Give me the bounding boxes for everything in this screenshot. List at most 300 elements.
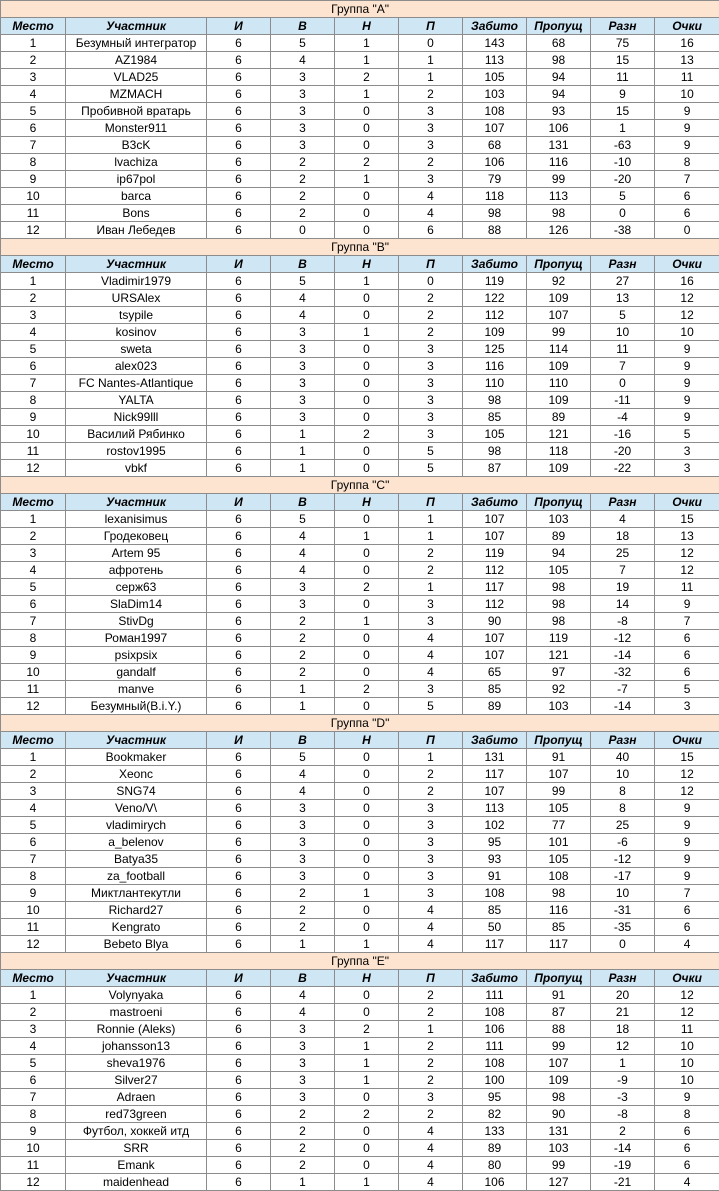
table-row	[1, 205, 719, 222]
table-row	[1, 1106, 719, 1123]
cell-place: 4	[1, 562, 66, 579]
cell-points: 10	[655, 324, 719, 341]
cell-place: 5	[1, 341, 66, 358]
cell-scored: 105	[463, 69, 527, 86]
cell-difference: 18	[591, 1021, 655, 1038]
cell-difference: 15	[591, 52, 655, 69]
cell-losses: 0	[399, 273, 463, 290]
column-header-scored: Забито	[463, 256, 527, 273]
cell-place: 8	[1, 392, 66, 409]
cell-wins: 3	[271, 324, 335, 341]
cell-scored: 85	[463, 681, 527, 698]
cell-losses: 5	[399, 443, 463, 460]
cell-participant: a_belenov	[66, 834, 207, 851]
cell-wins: 3	[271, 1072, 335, 1089]
cell-difference: 27	[591, 273, 655, 290]
cell-conceded: 116	[527, 902, 591, 919]
cell-difference: 1	[591, 120, 655, 137]
cell-participant: sheva1976	[66, 1055, 207, 1072]
cell-losses: 3	[399, 103, 463, 120]
cell-participant: Иван Лебедев	[66, 222, 207, 239]
table-row	[1, 545, 719, 562]
table-row	[1, 35, 719, 52]
cell-conceded: 85	[527, 919, 591, 936]
cell-place: 1	[1, 35, 66, 52]
cell-place: 10	[1, 664, 66, 681]
cell-difference: -4	[591, 409, 655, 426]
cell-scored: 113	[463, 800, 527, 817]
cell-losses: 2	[399, 562, 463, 579]
cell-participant: Безумный интегратор	[66, 35, 207, 52]
cell-difference: 8	[591, 800, 655, 817]
cell-losses: 4	[399, 1123, 463, 1140]
cell-place: 2	[1, 766, 66, 783]
cell-place: 8	[1, 868, 66, 885]
cell-losses: 2	[399, 1072, 463, 1089]
cell-scored: 131	[463, 749, 527, 766]
cell-draws: 0	[335, 698, 399, 715]
cell-participant: ip67pol	[66, 171, 207, 188]
cell-points: 7	[655, 885, 719, 902]
column-header-participant: Участник	[66, 494, 207, 511]
cell-wins: 0	[271, 222, 335, 239]
cell-losses: 3	[399, 868, 463, 885]
table-row	[1, 647, 719, 664]
cell-participant: Kengrato	[66, 919, 207, 936]
cell-losses: 2	[399, 1004, 463, 1021]
cell-games: 6	[207, 766, 271, 783]
cell-games: 6	[207, 103, 271, 120]
cell-games: 6	[207, 919, 271, 936]
column-header-place: Место	[1, 970, 66, 987]
cell-place: 12	[1, 698, 66, 715]
cell-participant: Monster911	[66, 120, 207, 137]
cell-games: 6	[207, 936, 271, 953]
cell-scored: 85	[463, 902, 527, 919]
cell-points: 12	[655, 307, 719, 324]
table-row	[1, 1140, 719, 1157]
cell-conceded: 114	[527, 341, 591, 358]
cell-losses: 4	[399, 1157, 463, 1174]
cell-difference: -7	[591, 681, 655, 698]
cell-draws: 0	[335, 562, 399, 579]
table-row	[1, 341, 719, 358]
cell-games: 6	[207, 817, 271, 834]
cell-draws: 0	[335, 749, 399, 766]
cell-draws: 2	[335, 1106, 399, 1123]
cell-wins: 3	[271, 834, 335, 851]
column-header-scored: Забито	[463, 18, 527, 35]
cell-losses: 4	[399, 647, 463, 664]
cell-games: 6	[207, 1157, 271, 1174]
cell-participant: B3cK	[66, 137, 207, 154]
table-row	[1, 919, 719, 936]
cell-place: 3	[1, 307, 66, 324]
cell-conceded: 99	[527, 1038, 591, 1055]
group-title-row	[1, 477, 719, 494]
table-row	[1, 1174, 719, 1191]
cell-games: 6	[207, 511, 271, 528]
cell-points: 9	[655, 103, 719, 120]
table-row	[1, 1157, 719, 1174]
column-header-wins: В	[271, 256, 335, 273]
cell-place: 11	[1, 443, 66, 460]
cell-place: 9	[1, 1123, 66, 1140]
cell-losses: 3	[399, 392, 463, 409]
cell-games: 6	[207, 35, 271, 52]
cell-scored: 116	[463, 358, 527, 375]
column-header-points: Очки	[655, 494, 719, 511]
cell-difference: -14	[591, 1140, 655, 1157]
column-header-conceded: Пропущ	[527, 256, 591, 273]
cell-wins: 1	[271, 443, 335, 460]
table-row	[1, 409, 719, 426]
cell-points: 9	[655, 358, 719, 375]
cell-participant: серж63	[66, 579, 207, 596]
cell-draws: 1	[335, 1055, 399, 1072]
table-row	[1, 1089, 719, 1106]
cell-difference: -9	[591, 1072, 655, 1089]
cell-draws: 0	[335, 443, 399, 460]
cell-points: 12	[655, 562, 719, 579]
cell-conceded: 98	[527, 205, 591, 222]
column-header-place: Место	[1, 494, 66, 511]
cell-difference: 8	[591, 783, 655, 800]
cell-conceded: 97	[527, 664, 591, 681]
cell-participant: Гродековец	[66, 528, 207, 545]
cell-conceded: 107	[527, 766, 591, 783]
table-row	[1, 885, 719, 902]
cell-participant: alex023	[66, 358, 207, 375]
cell-points: 6	[655, 1157, 719, 1174]
cell-draws: 0	[335, 392, 399, 409]
cell-points: 15	[655, 511, 719, 528]
cell-wins: 1	[271, 681, 335, 698]
table-row	[1, 273, 719, 290]
cell-points: 6	[655, 1123, 719, 1140]
cell-games: 6	[207, 205, 271, 222]
cell-difference: 0	[591, 375, 655, 392]
cell-draws: 0	[335, 1140, 399, 1157]
cell-points: 6	[655, 919, 719, 936]
cell-scored: 111	[463, 1038, 527, 1055]
cell-place: 11	[1, 681, 66, 698]
cell-participant: URSAlex	[66, 290, 207, 307]
cell-conceded: 94	[527, 545, 591, 562]
cell-wins: 2	[271, 1157, 335, 1174]
cell-draws: 0	[335, 1089, 399, 1106]
cell-scored: 119	[463, 273, 527, 290]
cell-losses: 1	[399, 69, 463, 86]
cell-losses: 4	[399, 630, 463, 647]
cell-games: 6	[207, 69, 271, 86]
cell-conceded: 88	[527, 1021, 591, 1038]
cell-games: 6	[207, 749, 271, 766]
cell-games: 6	[207, 426, 271, 443]
cell-place: 7	[1, 851, 66, 868]
cell-draws: 0	[335, 664, 399, 681]
cell-conceded: 68	[527, 35, 591, 52]
cell-scored: 125	[463, 341, 527, 358]
cell-draws: 0	[335, 290, 399, 307]
cell-games: 6	[207, 1140, 271, 1157]
column-header-row	[1, 494, 719, 511]
cell-draws: 0	[335, 137, 399, 154]
cell-scored: 65	[463, 664, 527, 681]
cell-scored: 105	[463, 426, 527, 443]
cell-participant: Volynyaka	[66, 987, 207, 1004]
cell-place: 6	[1, 596, 66, 613]
cell-difference: 12	[591, 1038, 655, 1055]
cell-draws: 0	[335, 919, 399, 936]
cell-conceded: 105	[527, 800, 591, 817]
cell-draws: 0	[335, 766, 399, 783]
column-header-participant: Участник	[66, 732, 207, 749]
cell-conceded: 99	[527, 1157, 591, 1174]
cell-draws: 1	[335, 1072, 399, 1089]
cell-conceded: 116	[527, 154, 591, 171]
cell-wins: 4	[271, 307, 335, 324]
table-row	[1, 630, 719, 647]
cell-games: 6	[207, 120, 271, 137]
cell-place: 6	[1, 834, 66, 851]
cell-participant: Роман1997	[66, 630, 207, 647]
table-row	[1, 902, 719, 919]
cell-conceded: 89	[527, 528, 591, 545]
table-row	[1, 596, 719, 613]
column-header-participant: Участник	[66, 18, 207, 35]
cell-losses: 3	[399, 800, 463, 817]
cell-draws: 0	[335, 460, 399, 477]
cell-games: 6	[207, 137, 271, 154]
cell-participant: Ronnie (Aleks)	[66, 1021, 207, 1038]
column-header-losses: П	[399, 494, 463, 511]
cell-draws: 0	[335, 834, 399, 851]
cell-participant: maidenhead	[66, 1174, 207, 1191]
cell-points: 5	[655, 681, 719, 698]
table-row	[1, 698, 719, 715]
group-title: Группа "C"	[1, 477, 719, 494]
cell-difference: 2	[591, 1123, 655, 1140]
cell-scored: 95	[463, 1089, 527, 1106]
cell-participant: lvachiza	[66, 154, 207, 171]
cell-losses: 2	[399, 783, 463, 800]
cell-participant: lexanisimus	[66, 511, 207, 528]
cell-scored: 109	[463, 324, 527, 341]
cell-scored: 119	[463, 545, 527, 562]
cell-scored: 102	[463, 817, 527, 834]
cell-place: 1	[1, 273, 66, 290]
cell-scored: 89	[463, 1140, 527, 1157]
cell-draws: 0	[335, 205, 399, 222]
cell-points: 11	[655, 1021, 719, 1038]
table-row	[1, 375, 719, 392]
cell-points: 8	[655, 154, 719, 171]
cell-points: 10	[655, 1038, 719, 1055]
cell-conceded: 89	[527, 409, 591, 426]
cell-draws: 0	[335, 375, 399, 392]
cell-points: 10	[655, 86, 719, 103]
cell-losses: 4	[399, 919, 463, 936]
cell-scored: 110	[463, 375, 527, 392]
cell-scored: 80	[463, 1157, 527, 1174]
table-row	[1, 324, 719, 341]
column-header-place: Место	[1, 256, 66, 273]
cell-points: 9	[655, 375, 719, 392]
group-title-row	[1, 715, 719, 732]
cell-draws: 0	[335, 307, 399, 324]
cell-points: 8	[655, 1106, 719, 1123]
cell-games: 6	[207, 800, 271, 817]
cell-wins: 4	[271, 766, 335, 783]
cell-participant: Nick99lll	[66, 409, 207, 426]
cell-games: 6	[207, 1106, 271, 1123]
cell-losses: 2	[399, 324, 463, 341]
cell-place: 11	[1, 1157, 66, 1174]
cell-points: 12	[655, 766, 719, 783]
cell-difference: 75	[591, 35, 655, 52]
group-title-row	[1, 239, 719, 256]
cell-draws: 1	[335, 35, 399, 52]
cell-games: 6	[207, 834, 271, 851]
cell-losses: 2	[399, 290, 463, 307]
column-header-difference: Разн	[591, 732, 655, 749]
cell-draws: 0	[335, 511, 399, 528]
cell-wins: 5	[271, 273, 335, 290]
cell-conceded: 93	[527, 103, 591, 120]
column-header-row	[1, 256, 719, 273]
cell-losses: 1	[399, 511, 463, 528]
table-row	[1, 800, 719, 817]
cell-points: 7	[655, 171, 719, 188]
table-row	[1, 103, 719, 120]
cell-draws: 0	[335, 341, 399, 358]
cell-points: 5	[655, 426, 719, 443]
cell-participant: vladimirych	[66, 817, 207, 834]
cell-losses: 3	[399, 375, 463, 392]
cell-participant: MZMACH	[66, 86, 207, 103]
cell-place: 12	[1, 460, 66, 477]
cell-wins: 3	[271, 120, 335, 137]
cell-wins: 2	[271, 171, 335, 188]
cell-scored: 107	[463, 528, 527, 545]
table-row	[1, 1072, 719, 1089]
cell-draws: 1	[335, 52, 399, 69]
cell-draws: 2	[335, 426, 399, 443]
cell-difference: -19	[591, 1157, 655, 1174]
cell-losses: 2	[399, 1106, 463, 1123]
cell-conceded: 98	[527, 1089, 591, 1106]
cell-losses: 5	[399, 460, 463, 477]
cell-wins: 2	[271, 664, 335, 681]
cell-participant: Bookmaker	[66, 749, 207, 766]
cell-difference: 14	[591, 596, 655, 613]
cell-wins: 5	[271, 749, 335, 766]
cell-scored: 112	[463, 307, 527, 324]
cell-games: 6	[207, 528, 271, 545]
table-row	[1, 188, 719, 205]
cell-difference: 18	[591, 528, 655, 545]
cell-conceded: 92	[527, 681, 591, 698]
column-header-conceded: Пропущ	[527, 18, 591, 35]
cell-draws: 0	[335, 783, 399, 800]
cell-points: 4	[655, 1174, 719, 1191]
cell-difference: -6	[591, 834, 655, 851]
cell-points: 6	[655, 205, 719, 222]
cell-games: 6	[207, 1021, 271, 1038]
cell-conceded: 106	[527, 120, 591, 137]
group-title-row	[1, 1, 719, 18]
column-header-losses: П	[399, 732, 463, 749]
cell-participant: kosinov	[66, 324, 207, 341]
cell-scored: 107	[463, 647, 527, 664]
group-title: Группа "D"	[1, 715, 719, 732]
cell-difference: 0	[591, 205, 655, 222]
cell-conceded: 105	[527, 851, 591, 868]
table-row	[1, 1004, 719, 1021]
cell-place: 5	[1, 103, 66, 120]
cell-draws: 2	[335, 681, 399, 698]
cell-losses: 2	[399, 154, 463, 171]
cell-games: 6	[207, 290, 271, 307]
cell-place: 9	[1, 885, 66, 902]
cell-games: 6	[207, 341, 271, 358]
table-row	[1, 834, 719, 851]
cell-conceded: 98	[527, 885, 591, 902]
cell-wins: 3	[271, 800, 335, 817]
cell-games: 6	[207, 1004, 271, 1021]
cell-games: 6	[207, 647, 271, 664]
cell-points: 0	[655, 222, 719, 239]
cell-place: 3	[1, 783, 66, 800]
cell-games: 6	[207, 1174, 271, 1191]
cell-difference: 15	[591, 103, 655, 120]
table-row	[1, 817, 719, 834]
group-title: Группа "E"	[1, 953, 719, 970]
cell-draws: 0	[335, 647, 399, 664]
column-header-draws: Н	[335, 494, 399, 511]
cell-place: 2	[1, 290, 66, 307]
cell-points: 9	[655, 120, 719, 137]
cell-games: 6	[207, 375, 271, 392]
cell-losses: 1	[399, 52, 463, 69]
cell-conceded: 94	[527, 86, 591, 103]
cell-wins: 3	[271, 137, 335, 154]
cell-draws: 0	[335, 358, 399, 375]
cell-difference: 10	[591, 324, 655, 341]
cell-scored: 118	[463, 188, 527, 205]
cell-draws: 2	[335, 154, 399, 171]
table-row	[1, 120, 719, 137]
cell-points: 9	[655, 1089, 719, 1106]
cell-participant: Batya35	[66, 851, 207, 868]
cell-conceded: 90	[527, 1106, 591, 1123]
cell-participant: SNG74	[66, 783, 207, 800]
column-header-row	[1, 732, 719, 749]
cell-participant: Vladimir1979	[66, 273, 207, 290]
cell-difference: -20	[591, 171, 655, 188]
cell-losses: 2	[399, 86, 463, 103]
column-header-draws: Н	[335, 970, 399, 987]
column-header-games: И	[207, 970, 271, 987]
cell-losses: 4	[399, 902, 463, 919]
cell-conceded: 99	[527, 783, 591, 800]
cell-points: 6	[655, 664, 719, 681]
cell-draws: 0	[335, 1157, 399, 1174]
cell-draws: 1	[335, 1174, 399, 1191]
cell-wins: 3	[271, 817, 335, 834]
column-header-difference: Разн	[591, 970, 655, 987]
